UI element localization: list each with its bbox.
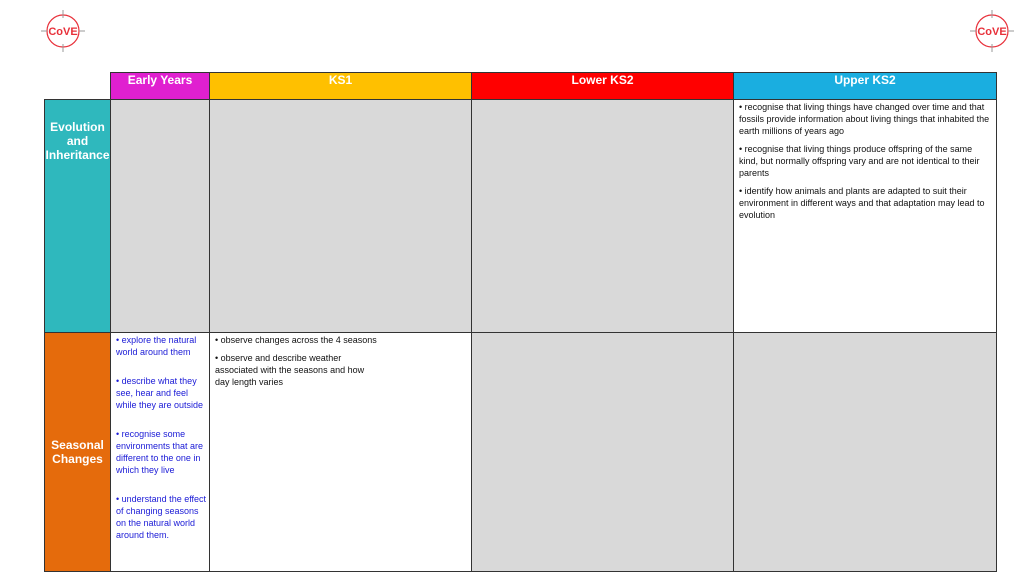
header-lower-ks2: Lower KS2 bbox=[472, 73, 734, 100]
row-title-line: Seasonal bbox=[51, 438, 104, 452]
row-title-line: and bbox=[66, 134, 89, 148]
row-title-evolution bbox=[45, 100, 111, 333]
cell-evolution-lower-ks2 bbox=[472, 100, 734, 333]
cell-evolution-ks1 bbox=[210, 100, 472, 333]
cell-seasonal-upper-ks2 bbox=[734, 333, 997, 572]
row-title-seasonal bbox=[45, 333, 111, 572]
header-row bbox=[45, 73, 997, 100]
header-ks1: KS1 bbox=[210, 73, 472, 100]
list-item: • recognise some environments that are different to the one in which they live bbox=[116, 429, 204, 475]
logo-text: CoVE bbox=[977, 26, 1007, 38]
cove-logo-right bbox=[970, 10, 1014, 52]
cell-seasonal-early-years bbox=[111, 333, 210, 572]
list-item: • recognise that living things produce offspring of the same kind, but normally offspring vary and are not identical to their parents bbox=[739, 144, 980, 178]
curriculum-table bbox=[44, 72, 997, 572]
list-item: • describe what they see, hear and feel while they are outside bbox=[116, 376, 204, 410]
list-item: • observe changes across the 4 seasons bbox=[215, 335, 377, 345]
list-item: • explore the natural world around them bbox=[116, 335, 197, 357]
cell-evolution-early-years bbox=[111, 100, 210, 333]
header-early-years: Early Years bbox=[111, 73, 210, 100]
list-item: • observe and describe weather associated with the seasons and how day length varies bbox=[215, 353, 365, 387]
row-title-line: Inheritance bbox=[45, 148, 110, 162]
cell-seasonal-ks1 bbox=[210, 333, 472, 572]
cell-seasonal-lower-ks2 bbox=[472, 333, 734, 572]
list-item: • understand the effect of changing seasons on the natural world around them. bbox=[116, 494, 207, 540]
header-upper-ks2: Upper KS2 bbox=[734, 73, 997, 100]
logo-text: CoVE bbox=[48, 26, 78, 38]
row-title-line: Evolution bbox=[50, 120, 105, 134]
cove-logo-left bbox=[41, 10, 85, 52]
row-evolution bbox=[45, 100, 997, 333]
corner-blank bbox=[45, 73, 111, 100]
list-item: • recognise that living things have changed over time and that fossils provide information about living things that inhabited the earth millions of years ago bbox=[739, 102, 990, 136]
list-item: • identify how animals and plants are adapted to suit their environment in different ways and that adaptation may lead to evolution bbox=[739, 186, 985, 220]
row-title-line: Changes bbox=[52, 452, 103, 466]
cell-evolution-upper-ks2 bbox=[734, 100, 997, 333]
row-seasonal bbox=[45, 333, 997, 572]
